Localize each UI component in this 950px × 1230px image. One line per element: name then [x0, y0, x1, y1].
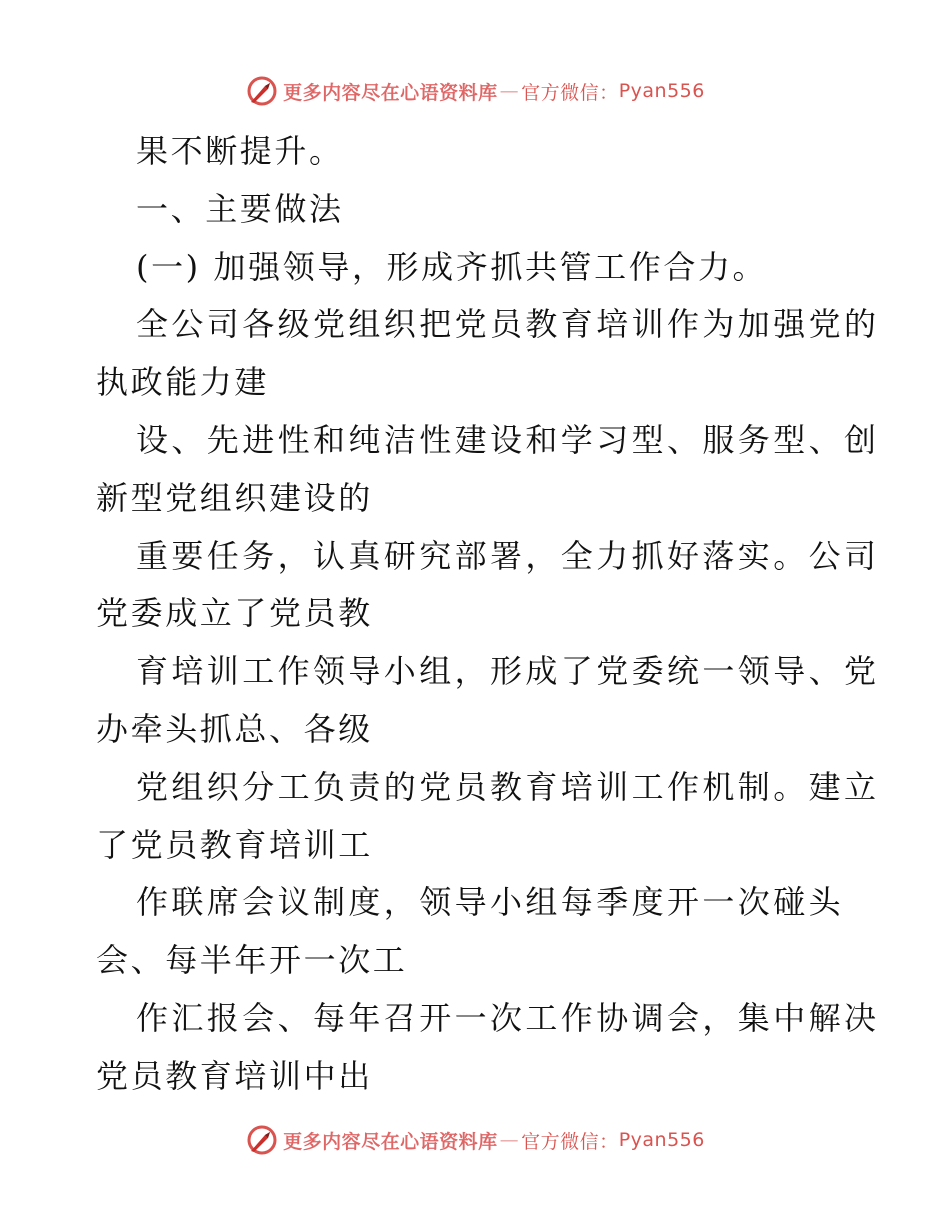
text-line: 作汇报会、每年召开一次工作协调会，集中解决: [136, 998, 880, 1037]
footer-watermark-banner: [0, 1120, 950, 1160]
text-line: 党委成立了党员教: [96, 594, 373, 633]
text-line: 办牵头抓总、各级: [96, 709, 373, 748]
text-line: 果不断提升。: [136, 132, 344, 170]
text-line: 重要任务，认真研究部署，全力抓好落实。公司: [136, 536, 880, 575]
text-line: 作联席会议制度，领导小组每季度开一次碰头: [136, 883, 845, 922]
text-line: 设、先进性和纯洁性建设和学习型、服务型、创: [136, 420, 880, 459]
text-line: 全公司各级党组织把党员教育培训作为加强党的: [136, 305, 880, 344]
banner-lead-text: 更多内容尽在心语资料库: [283, 1130, 498, 1153]
text-line: 执政能力建: [96, 363, 270, 402]
document-body: [96, 123, 880, 1106]
text-line: 会、每半年开一次工: [96, 941, 408, 980]
text-line: 党员教育培训中出: [96, 1056, 373, 1095]
banner-account: Pyan556: [618, 1129, 705, 1151]
text-line: 党组织分工负责的党员教育培训工作机制。建立: [136, 767, 880, 806]
banner-dash: —: [499, 80, 520, 102]
text-line: 了党员教育培训工: [96, 825, 373, 864]
text-line: 新型党组织建设的: [96, 478, 373, 517]
pen-nib-logo-icon: [245, 1123, 279, 1157]
banner-account: Pyan556: [618, 80, 705, 102]
section-heading: 一、主要做法: [136, 189, 344, 228]
banner-dash: —: [499, 1129, 520, 1151]
banner-label: 官方微信：: [521, 1130, 619, 1153]
pen-nib-logo-icon: [245, 74, 279, 108]
banner-lead-text: 更多内容尽在心语资料库: [283, 81, 498, 104]
header-watermark-banner: [0, 71, 950, 111]
subsection-heading: (一) 加强领导，形成齐抓共管工作合力。: [136, 247, 768, 286]
banner-label: 官方微信：: [521, 81, 619, 104]
text-line: 育培训工作领导小组，形成了党委统一领导、党: [136, 652, 880, 691]
